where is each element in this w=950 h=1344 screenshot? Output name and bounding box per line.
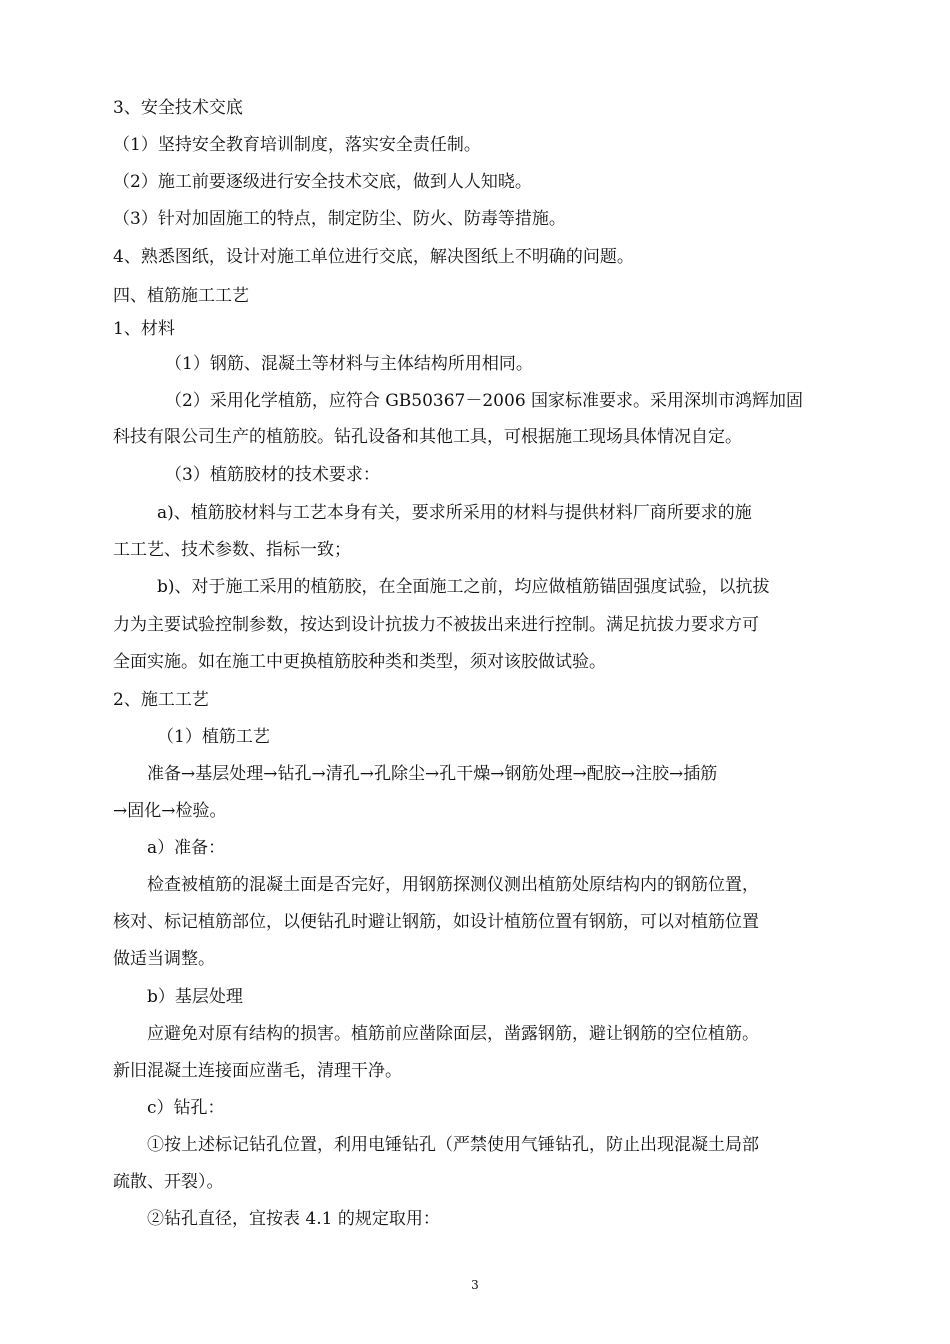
section-heading: 四、植筋施工工艺 <box>113 286 249 306</box>
list-item: （2）施工前要逐级进行安全技术交底，做到人人知晓。 <box>113 172 532 192</box>
list-item: （3）植筋胶材的技术要求： <box>165 465 380 485</box>
subsection-heading: 2、施工工艺 <box>113 690 209 710</box>
list-item: （1）植筋工艺 <box>157 727 270 747</box>
step-heading: a）准备： <box>147 838 226 858</box>
paragraph-line: 应避免对原有结构的损害。植筋前应凿除面层，凿露钢筋，避让钢筋的空位植筋。 <box>147 1024 759 1044</box>
list-item: （1）钢筋、混凝土等材料与主体结构所用相同。 <box>165 354 533 374</box>
paragraph-line: →固化→检验。 <box>113 801 227 821</box>
page-number: 3 <box>471 1278 479 1292</box>
step-heading: c）钻孔： <box>147 1098 225 1118</box>
paragraph-line: 科技有限公司生产的植筋胶。钻孔设备和其他工具，可根据施工现场具体情况自定。 <box>113 427 742 447</box>
paragraph-line: 全面实施。如在施工中更换植筋胶种类和类型，须对该胶做试验。 <box>113 652 606 672</box>
paragraph-line: 做适当调整。 <box>113 949 215 969</box>
list-item: （1）坚持安全教育培训制度，落实安全责任制。 <box>113 135 481 155</box>
paragraph-line: （2）采用化学植筋，应符合 GB50367－2006 国家标准要求。采用深圳市鸿辉加固 <box>165 391 804 411</box>
paragraph-line: ①按上述标记钻孔位置，利用电锤钻孔（严禁使用气锤钻孔，防止出现混凝土局部 <box>147 1135 759 1155</box>
paragraph-line: 核对、标记植筋部位，以便钻孔时避让钢筋，如设计植筋位置有钢筋，可以对植筋位置 <box>113 912 759 932</box>
paragraph-line: 工工艺、技术参数、指标一致； <box>113 540 351 560</box>
subsection-heading: 1、材料 <box>113 319 175 339</box>
paragraph-line: b)、对于施工采用的植筋胶，在全面施工之前，均应做植筋锚固强度试验，以抗拔 <box>157 577 770 597</box>
paragraph-line: 疏散、开裂）。 <box>113 1172 224 1192</box>
paragraph-line: 4、熟悉图纸，设计对施工单位进行交底，解决图纸上不明确的问题。 <box>113 247 634 267</box>
list-item: （3）针对加固施工的特点，制定防尘、防火、防毒等措施。 <box>113 209 566 229</box>
paragraph-line: 力为主要试验控制参数，按达到设计抗拔力不被拔出来进行控制。满足抗拔力要求方可 <box>113 615 759 635</box>
heading-safety-briefing: 3、安全技术交底 <box>113 98 243 118</box>
step-heading: b）基层处理 <box>147 987 243 1007</box>
paragraph-line: 准备→基层处理→钻孔→清孔→孔除尘→孔干燥→钢筋处理→配胶→注胶→插筋 <box>147 764 718 784</box>
paragraph-line: 新旧混凝土连接面应凿毛，清理干净。 <box>113 1061 402 1081</box>
paragraph-line: ②钻孔直径，宜按表 4.1 的规定取用： <box>147 1209 440 1229</box>
paragraph-line: 检查被植筋的混凝土面是否完好，用钢筋探测仪测出植筋处原结构内的钢筋位置， <box>147 875 759 895</box>
paragraph-line: a)、植筋胶材料与工艺本身有关，要求所采用的材料与提供材料厂商所要求的施 <box>157 503 752 523</box>
